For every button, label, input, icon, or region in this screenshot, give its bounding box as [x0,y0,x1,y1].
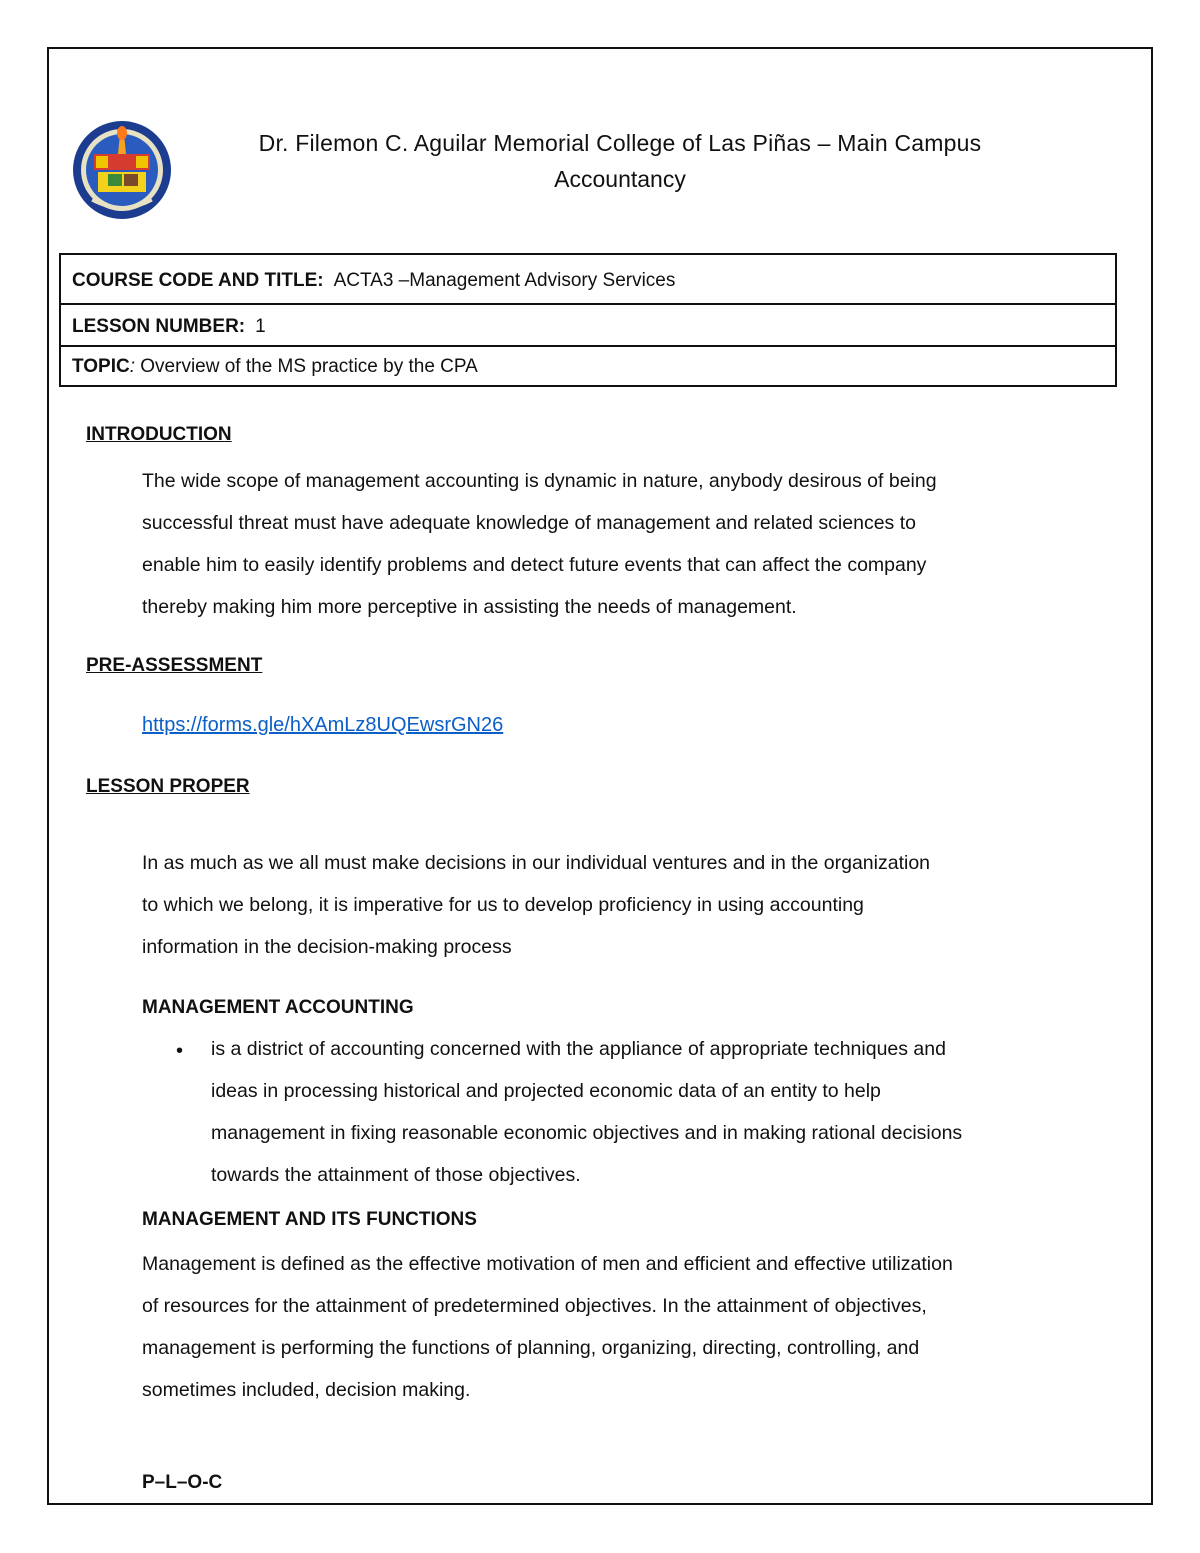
lesson-label: LESSON NUMBER: [72,316,246,337]
management-functions-line: of resources for the attainment of predetermined objectives. In the attainment of objectives, [142,1295,927,1317]
management-accounting-heading: MANAGEMENT ACCOUNTING [142,997,414,1018]
pre-assessment-heading: PRE-ASSESSMENT [86,655,263,676]
pre-assessment-link[interactable]: https://forms.gle/hXAmLz8UQEwsrGN26 [142,714,504,736]
bullet-line: is a district of accounting concerned with the appliance of appropriate techniques and [211,1038,946,1060]
course-label: COURSE CODE AND TITLE: [72,270,324,291]
lesson-proper-line: information in the decision-making process [142,936,512,958]
institution-name: Dr. Filemon C. Aguilar Memorial College of Las Piñas – Main Campus [258,130,982,156]
lesson-row [61,305,1115,347]
introduction-line: The wide scope of management accounting is dynamic in nature, anybody desirous of being [142,470,937,492]
introduction-line: successful threat must have adequate knowledge of management and related sciences to [142,512,916,534]
course-value: ACTA3 –Management Advisory Services [333,270,676,291]
management-functions-paragraph [142,1243,1062,1411]
introduction-paragraph [142,460,1062,628]
topic-label: TOPIC [72,356,130,377]
management-functions-line: management is performing the functions of planning, organizing, directing, controlling, and [142,1337,920,1359]
department-name: Accountancy [554,166,686,192]
lesson-proper-line: In as much as we all must make decisions in our individual ventures and in the organization [142,852,931,874]
college-seal-icon [72,120,172,220]
management-accounting-bullet [211,1028,1091,1196]
lesson-proper-line: to which we belong, it is imperative for us to develop proficiency in using accounting [142,894,864,916]
introduction-line: enable him to easily identify problems and detect future events that can affect the company [142,554,927,576]
management-functions-heading: MANAGEMENT AND ITS FUNCTIONS [142,1209,477,1230]
topic-colon: : [129,356,135,377]
introduction-heading: INTRODUCTION [86,424,232,445]
bullet-point: • [176,1040,184,1062]
lesson-proper-paragraph [142,842,1062,968]
management-functions-line: sometimes included, decision making. [142,1379,471,1401]
course-row [61,255,1115,305]
bullet-line: ideas in processing historical and projected economic data of an entity to help [211,1080,881,1102]
introduction-line: thereby making him more perceptive in assisting the needs of management. [142,596,797,618]
bullet-line: towards the attainment of those objectives. [211,1164,581,1186]
bullet-line: management in fixing reasonable economic objectives and in making rational decisions [211,1122,963,1144]
management-functions-line: Management is defined as the effective motivation of men and efficient and effective utilization [142,1253,953,1275]
lesson-value: 1 [255,316,266,337]
topic-row [61,347,1115,385]
lesson-proper-heading: LESSON PROPER [86,776,250,797]
topic-value: Overview of the MS practice by the CPA [140,356,478,377]
course-info-table [59,253,1117,387]
ploc-label: P–L–O-C [142,1472,223,1493]
